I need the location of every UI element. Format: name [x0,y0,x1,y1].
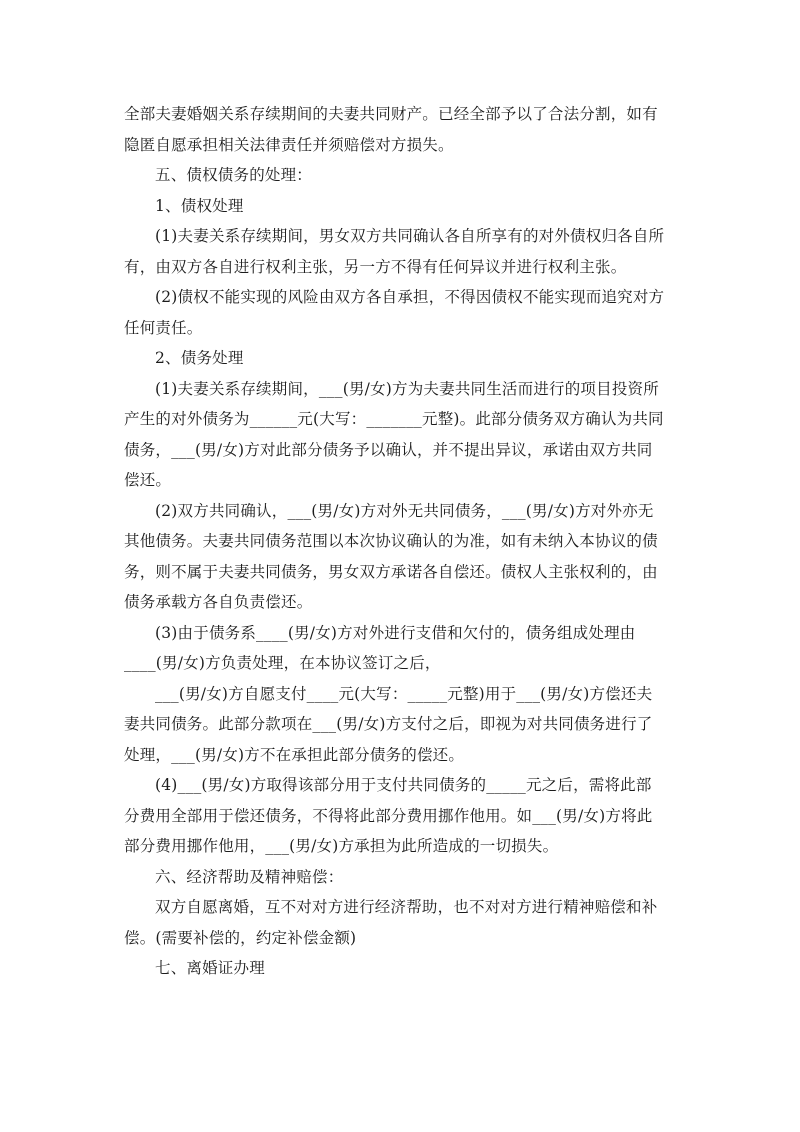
text-line-13: 偿还。 [124,471,172,489]
section-heading-debts: 五、债权债务的处理： [155,166,313,184]
text-line-6: 有，由双方各自进行权利主张，另一方不得有任何异议并进行权利主张。 [124,257,627,276]
section-heading-compensation: 六、经济帮助及精神赔偿： [155,867,344,886]
text-line-17: 债务承载方各自负责偿还。 [124,593,313,611]
text-line-28: 偿。(需要补偿的，约定补偿金额) [124,928,357,947]
text-line-10: (1)夫妻关系存续期间，___(男/女)方为夫妻共同生活而进行的项目投资所 [155,379,659,398]
text-line-11: 产生的对外债务为______元(大写：_______元整)。此部分债务双方确认为共同 [124,410,664,428]
text-line-12: 债务，___(男/女)方对此部分债务予以确认，并不提出异议，承诺由双方共同 [124,440,653,459]
text-line-21: 妻共同债务。此部分款项在___(男/女)方支付之后，即视为对共同债务进行了 [124,715,653,733]
text-line-1: 全部夫妻婚姻关系存续期间的夫妻共同财产。已经全部予以了合法分割，如有 [124,105,658,123]
text-line-5: (1)夫妻关系存续期间，男女双方共同确认各自所享有的对外债权归各自所 [155,227,665,245]
text-line-25: 部分费用挪作他用，___(男/女)方承担为此所造成的一切损失。 [124,837,559,855]
subheading-debt: 2、债务处理 [155,349,244,367]
text-line-8: 任何责任。 [124,318,203,337]
text-line-16: 务，则不属于夫妻共同债务，男女双方承诺各自偿还。债权人主张权利的，由 [124,562,658,581]
text-line-23: (4)___(男/女)方取得该部分用于支付共同债务的_____元之后，需将此部 [155,776,652,794]
subheading-credit: 1、债权处理 [155,196,244,215]
text-line-19: ____(男/女)方负责处理，在本协议签订之后， [124,654,441,672]
text-line-7: (2)债权不能实现的风险由双方各自承担，不得因债权不能实现而追究对方 [155,288,665,306]
text-line-18: (3)由于债务系____(男/女)方对外进行支借和欠付的，债务组成处理由 [155,623,636,642]
text-line-22: 处理，___(男/女)方不在承担此部分债务的偿还。 [124,745,465,764]
section-heading-certificate: 七、离婚证办理 [155,959,265,977]
text-line-14: (2)双方共同确认，___(男/女)方对外无共同债务，___(男/女)方对外亦无 [155,501,654,520]
text-line-15: 其他债务。夫妻共同债务范围以本次协议确认的为准，如有未纳入本协议的债 [124,532,658,550]
text-line-20: ___(男/女)方自愿支付____元(大写：_____元整)用于___(男/女)方偿还夫 [155,684,653,703]
text-line-2: 隐匿自愿承担相关法律责任并须赔偿对方损失。 [124,135,454,154]
text-line-27: 双方自愿离婚，互不对对方进行经济帮助，也不对对方进行精神赔偿和补 [155,898,658,916]
text-line-24: 分费用全部用于偿还债务，不得将此部分费用挪作他用。如___(男/女)方将此 [124,806,653,825]
document-body [124,99,680,984]
